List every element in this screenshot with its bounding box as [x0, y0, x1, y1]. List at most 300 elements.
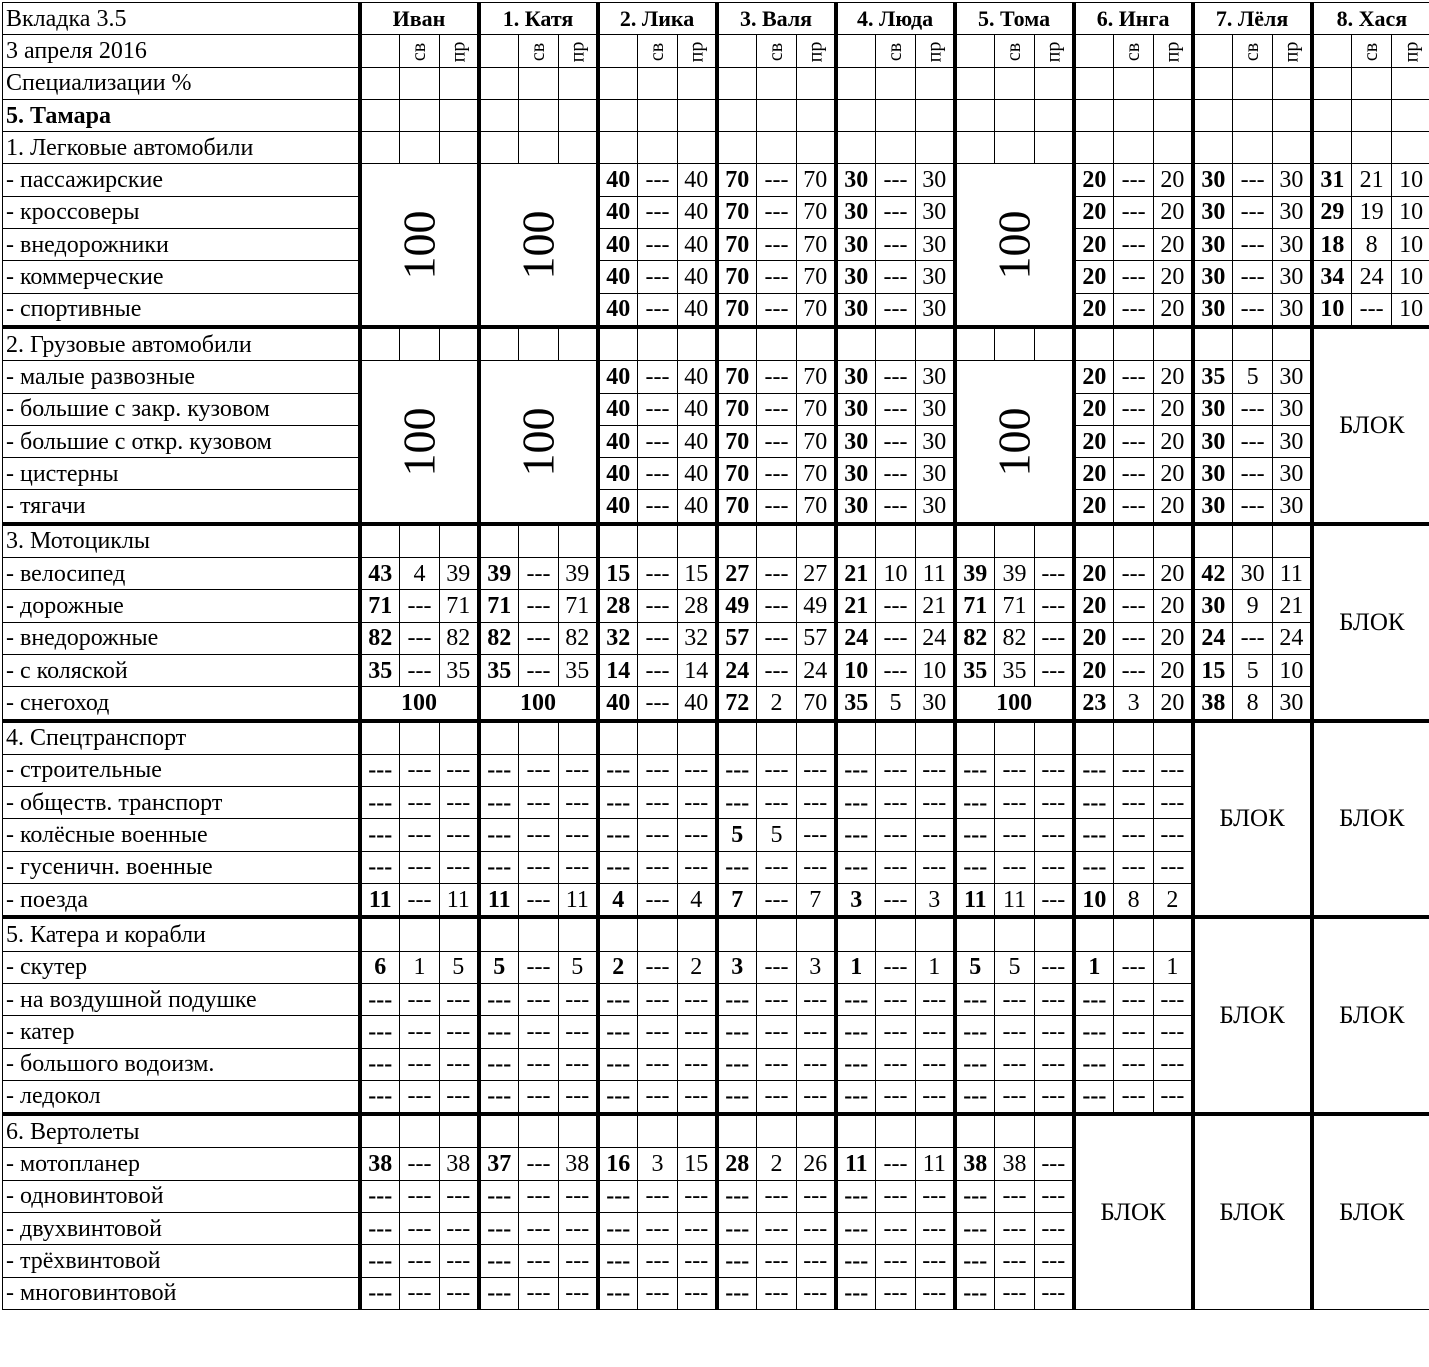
value-cell: ---	[876, 490, 916, 524]
hundred-block	[955, 164, 1074, 327]
value-cell: ---	[995, 1245, 1035, 1277]
table-cell	[1233, 132, 1273, 164]
table-cell	[598, 35, 638, 67]
value-cell: ---	[916, 1016, 955, 1048]
value-cell: ---	[876, 654, 916, 686]
value-cell: ---	[519, 1148, 559, 1180]
value-cell: 30	[1193, 425, 1233, 457]
table-cell	[797, 99, 836, 131]
item-label: - скутер	[3, 951, 360, 983]
table-cell	[1193, 67, 1233, 99]
table-cell	[955, 524, 995, 558]
table-cell	[757, 721, 797, 755]
table-cell	[519, 99, 559, 131]
table-cell	[995, 721, 1035, 755]
value-cell: 40	[678, 687, 717, 721]
value-cell: ---	[638, 164, 678, 196]
table-cell	[1035, 917, 1074, 951]
value-cell: ---	[440, 1048, 479, 1080]
table-cell	[955, 99, 995, 131]
value-cell: 71	[995, 590, 1035, 622]
value-cell: ---	[638, 393, 678, 425]
table-cell	[440, 327, 479, 361]
value-cell: 82	[559, 622, 598, 654]
value-cell: 5	[757, 819, 797, 851]
column-name: 5. Тома	[955, 3, 1074, 35]
table-cell	[598, 132, 638, 164]
table-cell	[916, 67, 955, 99]
value-cell: 30	[1193, 490, 1233, 524]
table-cell	[995, 524, 1035, 558]
table-cell	[836, 35, 876, 67]
value-cell: 4	[598, 884, 638, 918]
table-cell	[717, 35, 757, 67]
table-cell	[1154, 327, 1193, 361]
value-cell: 70	[797, 261, 836, 293]
value-cell: ---	[519, 1180, 559, 1212]
value-cell: ---	[916, 754, 955, 786]
value-cell: 20	[1074, 261, 1114, 293]
value-cell: 70	[717, 196, 757, 228]
value-cell: 30	[916, 229, 955, 261]
table-cell	[440, 132, 479, 164]
value-cell: 38	[360, 1148, 400, 1180]
value-cell: ---	[955, 851, 995, 883]
value-cell: 30	[916, 261, 955, 293]
table-cell	[1193, 132, 1233, 164]
value-cell: 35	[836, 687, 876, 721]
table-cell	[1392, 99, 1429, 131]
value-cell: 35	[479, 654, 519, 686]
table-cell	[519, 524, 559, 558]
table-cell	[1392, 132, 1429, 164]
value-cell: 40	[598, 458, 638, 490]
value-cell: ---	[678, 819, 717, 851]
table-cell	[519, 721, 559, 755]
value-cell: 24	[1352, 261, 1392, 293]
value-cell: 10	[1392, 261, 1429, 293]
value-cell: ---	[1074, 819, 1114, 851]
table-cell	[519, 132, 559, 164]
value-cell: ---	[360, 1048, 400, 1080]
item-label: - пассажирские	[3, 164, 360, 196]
value-cell: ---	[678, 1016, 717, 1048]
value-cell: 43	[360, 558, 400, 590]
value-cell: 4	[678, 884, 717, 918]
value-cell: ---	[1114, 787, 1154, 819]
table-cell	[916, 1114, 955, 1148]
value-cell: 39	[995, 558, 1035, 590]
value-cell: ---	[598, 1245, 638, 1277]
value-cell: ---	[479, 1016, 519, 1048]
value-cell: ---	[876, 164, 916, 196]
value-cell: ---	[638, 196, 678, 228]
cell-text: пр	[686, 42, 706, 63]
table-cell	[479, 67, 519, 99]
cell-text: 100	[396, 210, 442, 279]
column-name: 3. Валя	[717, 3, 836, 35]
cell-text: св	[1005, 43, 1025, 61]
item-label: - коммерческие	[3, 261, 360, 293]
value-cell: ---	[559, 983, 598, 1015]
value-cell: ---	[876, 819, 916, 851]
value-cell: ---	[955, 1080, 995, 1114]
value-cell: ---	[559, 787, 598, 819]
sub-header-sv	[519, 35, 559, 67]
value-cell: 30	[916, 196, 955, 228]
spec-label: Специализации %	[3, 67, 360, 99]
value-cell: 30	[836, 393, 876, 425]
value-cell: ---	[757, 1212, 797, 1244]
value-cell: ---	[479, 851, 519, 883]
item-label: - трёхвинтовой	[3, 1245, 360, 1277]
cell-text: св	[886, 43, 906, 61]
value-cell: 3	[717, 951, 757, 983]
value-cell: ---	[757, 164, 797, 196]
value-cell: 40	[598, 393, 638, 425]
value-cell: ---	[559, 1277, 598, 1309]
value-cell: 70	[797, 229, 836, 261]
table-cell	[1035, 524, 1074, 558]
sub-header-pr	[916, 35, 955, 67]
value-cell: ---	[1074, 1048, 1114, 1080]
value-cell: 20	[1074, 164, 1114, 196]
block-cell: БЛОК	[1312, 721, 1429, 918]
value-cell: ---	[1035, 1048, 1074, 1080]
value-cell: ---	[638, 425, 678, 457]
value-cell: ---	[360, 819, 400, 851]
table-cell	[638, 721, 678, 755]
value-cell: 16	[598, 1148, 638, 1180]
value-cell: 30	[836, 490, 876, 524]
table-cell	[678, 327, 717, 361]
value-cell: 70	[717, 425, 757, 457]
value-cell: ---	[678, 851, 717, 883]
value-cell: 70	[717, 164, 757, 196]
value-cell: ---	[916, 1245, 955, 1277]
value-cell: ---	[400, 819, 440, 851]
table-cell	[559, 327, 598, 361]
section-title: 4. Спецтранспорт	[3, 721, 360, 755]
value-cell: ---	[638, 1080, 678, 1114]
value-cell: 70	[717, 293, 757, 327]
item-label: - поезда	[3, 884, 360, 918]
value-cell: ---	[559, 1212, 598, 1244]
table-cell	[955, 721, 995, 755]
table-cell	[876, 67, 916, 99]
value-cell: ---	[757, 490, 797, 524]
value-cell: 5	[440, 951, 479, 983]
value-cell: ---	[876, 393, 916, 425]
value-cell: 71	[955, 590, 995, 622]
value-cell: ---	[797, 819, 836, 851]
value-cell: ---	[757, 654, 797, 686]
value-cell: ---	[1233, 490, 1273, 524]
value-cell: ---	[836, 1016, 876, 1048]
value-cell: 5	[1233, 361, 1273, 393]
value-cell: 15	[598, 558, 638, 590]
table-cell	[360, 524, 400, 558]
value-cell: ---	[638, 951, 678, 983]
table-cell	[717, 721, 757, 755]
item-label: - большие с закр. кузовом	[3, 393, 360, 425]
sub-header-pr	[440, 35, 479, 67]
value-cell: ---	[1114, 654, 1154, 686]
value-cell: 10	[1273, 654, 1312, 686]
value-cell: ---	[638, 983, 678, 1015]
value-cell: ---	[717, 787, 757, 819]
value-cell: ---	[519, 1080, 559, 1114]
value-cell: ---	[757, 787, 797, 819]
total-cell: 100	[360, 687, 479, 721]
value-cell: ---	[797, 1212, 836, 1244]
value-cell: 30	[1273, 687, 1312, 721]
table-cell	[678, 1114, 717, 1148]
value-cell: 20	[1154, 622, 1193, 654]
table-cell	[559, 132, 598, 164]
value-cell: 70	[797, 393, 836, 425]
cell-text: пр	[1281, 42, 1301, 63]
table-cell	[1312, 35, 1352, 67]
value-cell: ---	[638, 458, 678, 490]
value-cell: ---	[678, 1212, 717, 1244]
value-cell: ---	[1114, 164, 1154, 196]
table-cell	[638, 524, 678, 558]
table-cell	[1273, 67, 1312, 99]
value-cell: 26	[797, 1148, 836, 1180]
value-cell: ---	[638, 590, 678, 622]
value-cell: 70	[797, 361, 836, 393]
value-cell: ---	[1154, 787, 1193, 819]
value-cell: ---	[638, 1180, 678, 1212]
value-cell: 20	[1154, 687, 1193, 721]
value-cell: ---	[519, 983, 559, 1015]
table-cell	[598, 917, 638, 951]
value-cell: 14	[598, 654, 638, 686]
value-cell: ---	[1114, 261, 1154, 293]
block-cell: БЛОК	[1312, 524, 1429, 721]
value-cell: ---	[757, 884, 797, 918]
value-cell: 11	[1273, 558, 1312, 590]
value-cell: ---	[1074, 983, 1114, 1015]
item-label: - двухвинтовой	[3, 1212, 360, 1244]
value-cell: ---	[995, 1016, 1035, 1048]
item-label: - большие с откр. кузовом	[3, 425, 360, 457]
value-cell: ---	[519, 1212, 559, 1244]
value-cell: 30	[1193, 293, 1233, 327]
value-cell: ---	[1114, 558, 1154, 590]
table-cell	[916, 132, 955, 164]
value-cell: ---	[598, 819, 638, 851]
value-cell: ---	[955, 787, 995, 819]
value-cell: ---	[1074, 787, 1114, 819]
value-cell: 20	[1074, 393, 1114, 425]
value-cell: 39	[440, 558, 479, 590]
value-cell: ---	[360, 1080, 400, 1114]
value-cell: ---	[1114, 754, 1154, 786]
value-cell: 2	[678, 951, 717, 983]
table-cell	[559, 1114, 598, 1148]
value-cell: ---	[1233, 393, 1273, 425]
table-cell	[1154, 917, 1193, 951]
value-cell: ---	[757, 983, 797, 1015]
value-cell: ---	[360, 787, 400, 819]
table-cell	[1074, 132, 1114, 164]
value-cell: ---	[1154, 851, 1193, 883]
table-cell	[1114, 67, 1154, 99]
value-cell: 30	[1193, 229, 1233, 261]
value-cell: ---	[519, 787, 559, 819]
value-cell: 20	[1154, 293, 1193, 327]
value-cell: ---	[360, 1212, 400, 1244]
value-cell: 20	[1154, 261, 1193, 293]
table-cell	[678, 721, 717, 755]
table-cell	[1035, 721, 1074, 755]
value-cell: 15	[678, 558, 717, 590]
table-cell	[400, 1114, 440, 1148]
value-cell: ---	[836, 983, 876, 1015]
value-cell: ---	[757, 393, 797, 425]
value-cell: ---	[757, 229, 797, 261]
value-cell: ---	[836, 1180, 876, 1212]
value-cell: 30	[836, 229, 876, 261]
value-cell: 7	[797, 884, 836, 918]
table-cell	[479, 917, 519, 951]
table-cell	[638, 67, 678, 99]
table-cell	[1035, 1114, 1074, 1148]
value-cell: ---	[995, 1080, 1035, 1114]
item-label: - дорожные	[3, 590, 360, 622]
value-cell: 28	[598, 590, 638, 622]
value-cell: ---	[797, 851, 836, 883]
value-cell: ---	[876, 622, 916, 654]
value-cell: ---	[797, 1277, 836, 1309]
hundred-block	[360, 164, 479, 327]
value-cell: 40	[678, 425, 717, 457]
value-cell: ---	[1114, 196, 1154, 228]
value-cell: ---	[995, 1048, 1035, 1080]
value-cell: 3	[797, 951, 836, 983]
value-cell: ---	[479, 754, 519, 786]
value-cell: ---	[360, 851, 400, 883]
table-cell	[1074, 327, 1114, 361]
item-label: - обществ. транспорт	[3, 787, 360, 819]
value-cell: 39	[955, 558, 995, 590]
table-cell	[797, 1114, 836, 1148]
table-cell	[876, 99, 916, 131]
value-cell: ---	[519, 951, 559, 983]
table-cell	[360, 132, 400, 164]
value-cell: ---	[360, 754, 400, 786]
value-cell: ---	[876, 884, 916, 918]
value-cell: 39	[559, 558, 598, 590]
table-cell	[717, 132, 757, 164]
value-cell: ---	[836, 851, 876, 883]
value-cell: ---	[1233, 196, 1273, 228]
value-cell: ---	[360, 1245, 400, 1277]
value-cell: 9	[1233, 590, 1273, 622]
table-cell	[360, 99, 400, 131]
hundred-block	[479, 361, 598, 524]
value-cell: 2	[757, 1148, 797, 1180]
block-cell: БЛОК	[1193, 917, 1312, 1114]
value-cell: ---	[876, 196, 916, 228]
table-cell	[559, 99, 598, 131]
value-cell: 20	[1074, 622, 1114, 654]
value-cell: 40	[598, 164, 638, 196]
value-cell: 30	[836, 261, 876, 293]
table-cell	[797, 67, 836, 99]
value-cell: ---	[1114, 229, 1154, 261]
value-cell: ---	[955, 983, 995, 1015]
cell-text: св	[1362, 43, 1382, 61]
value-cell: ---	[876, 261, 916, 293]
value-cell: 2	[598, 951, 638, 983]
table-cell	[678, 67, 717, 99]
table-cell	[678, 917, 717, 951]
value-cell: ---	[757, 1277, 797, 1309]
table-cell	[836, 917, 876, 951]
value-cell: ---	[955, 1277, 995, 1309]
value-cell: ---	[440, 851, 479, 883]
value-cell: 30	[916, 425, 955, 457]
table-cell	[1233, 327, 1273, 361]
value-cell: ---	[995, 754, 1035, 786]
table-cell	[876, 1114, 916, 1148]
value-cell: 5	[876, 687, 916, 721]
value-cell: ---	[598, 1048, 638, 1080]
item-label: - внедорожные	[3, 622, 360, 654]
table-row	[3, 622, 1429, 654]
table-cell	[479, 1114, 519, 1148]
table-cell	[757, 1114, 797, 1148]
value-cell: 30	[1193, 164, 1233, 196]
value-cell: ---	[757, 1016, 797, 1048]
value-cell: ---	[1035, 884, 1074, 918]
table-cell	[559, 917, 598, 951]
table-cell	[1312, 132, 1352, 164]
value-cell: ---	[995, 983, 1035, 1015]
value-cell: 5	[1233, 654, 1273, 686]
value-cell: 11	[360, 884, 400, 918]
table-cell	[440, 721, 479, 755]
value-cell: ---	[797, 1080, 836, 1114]
value-cell: 5	[717, 819, 757, 851]
table-cell	[797, 132, 836, 164]
value-cell: 28	[678, 590, 717, 622]
value-cell: ---	[598, 851, 638, 883]
value-cell: ---	[757, 196, 797, 228]
value-cell: ---	[559, 1048, 598, 1080]
value-cell: 21	[836, 590, 876, 622]
table-cell	[1114, 132, 1154, 164]
value-cell: ---	[797, 754, 836, 786]
value-cell: ---	[400, 1180, 440, 1212]
value-cell: ---	[598, 787, 638, 819]
table-row	[3, 590, 1429, 622]
value-cell: ---	[1074, 754, 1114, 786]
value-cell: 35	[1193, 361, 1233, 393]
value-cell: 30	[1273, 293, 1312, 327]
value-cell: ---	[519, 622, 559, 654]
sub-header-sv	[876, 35, 916, 67]
table-cell	[757, 99, 797, 131]
value-cell: 10	[876, 558, 916, 590]
table-cell	[638, 1114, 678, 1148]
section-title: 6. Вертолеты	[3, 1114, 360, 1148]
block-cell: БЛОК	[1193, 1114, 1312, 1309]
value-cell: 35	[559, 654, 598, 686]
